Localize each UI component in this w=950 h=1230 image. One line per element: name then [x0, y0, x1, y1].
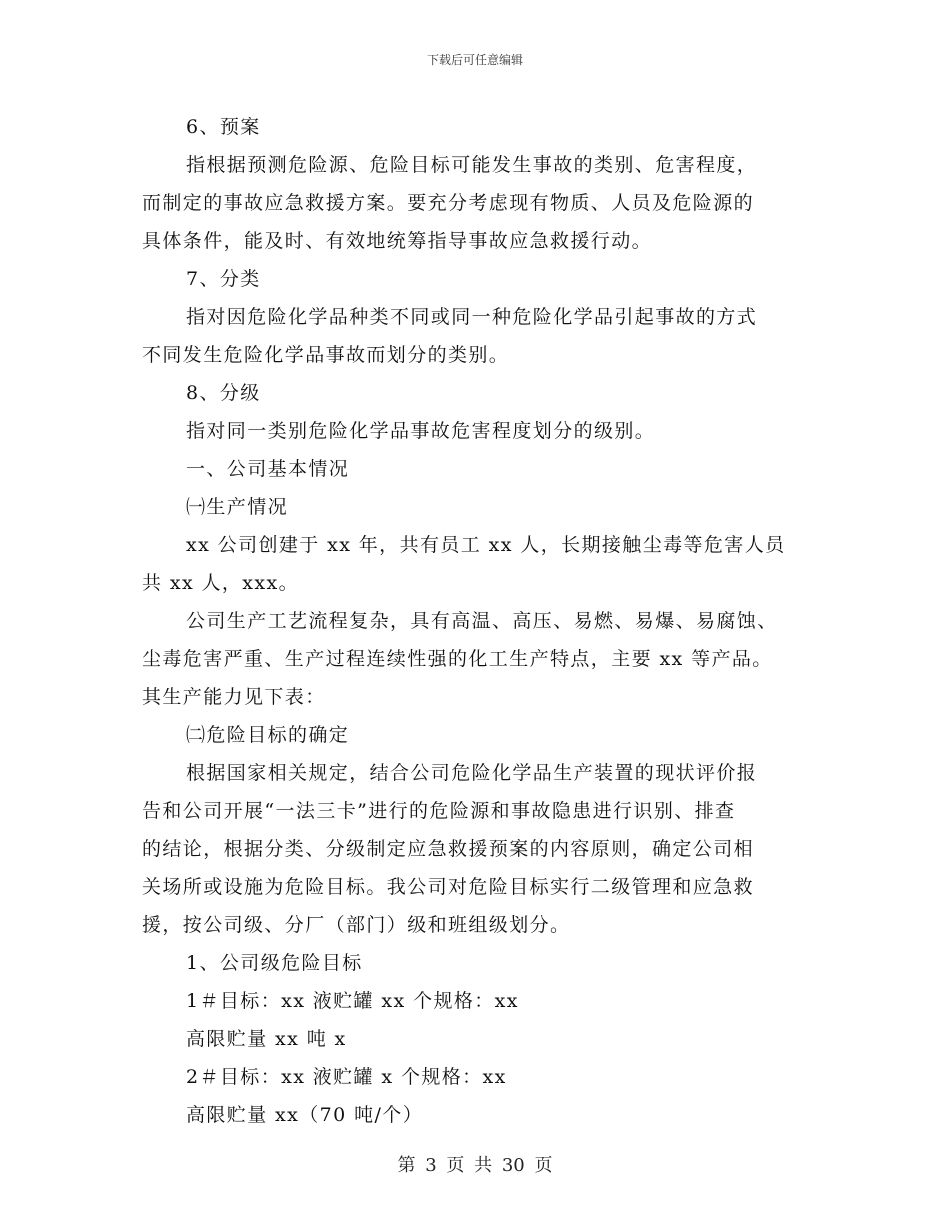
- text-line: 具体条件，能及时、有效地统筹指导事故应急救援行动。: [142, 230, 653, 252]
- text-line: 指根据预测危险源、危险目标可能发生事故的类别、危害程度，: [186, 154, 758, 176]
- text-line: 而制定的事故应急救援方案。要充分考虑现有物质、人员及危险源的: [142, 192, 755, 214]
- text-line: 公司生产工艺流程复杂，具有高温、高压、易燃、易爆、易腐蚀、: [186, 610, 778, 632]
- text-line: 不同发生危险化学品事故而划分的类别。: [142, 344, 510, 366]
- text-line: 根据国家相关规定，结合公司危险化学品生产装置的现状评价报: [186, 762, 758, 784]
- text-line: 指对因危险化学品种类不同或同一种危险化学品引起事故的方式: [186, 306, 758, 328]
- header-note: 下载后可任意编辑: [426, 53, 523, 67]
- text-line: 告和公司开展“一法三卡”进行的危险源和事故隐患进行识别、排查: [142, 800, 736, 822]
- text-line: xx 公司创建于 xx 年，共有员工 xx 人，长期接触尘毒等危害人员: [186, 534, 786, 556]
- subsection-heading: ㈡危险目标的确定: [186, 724, 350, 746]
- text-line: 7、分类: [186, 268, 261, 290]
- text-line: 6、预案: [186, 116, 261, 138]
- text-line: 2＃目标：xx 液贮罐 x 个规格：xx: [186, 1066, 507, 1088]
- text-line: 高限贮量 xx（70 吨/个）: [186, 1104, 424, 1126]
- text-line: 1＃目标：xx 液贮罐 xx 个规格：xx: [186, 990, 519, 1012]
- text-line: 其生产能力见下表：: [142, 686, 326, 708]
- text-line: 指对同一类别危险化学品事故危害程度划分的级别。: [186, 420, 656, 442]
- subsection-heading: ㈠生产情况: [186, 496, 289, 518]
- text-line: 援，按公司级、分厂（部门）级和班组级划分。: [142, 914, 571, 936]
- text-line: 的结论，根据分类、分级制定应急救援预案的内容原则，确定公司相: [142, 838, 755, 860]
- document-body: [142, 108, 810, 1134]
- text-line: 共 xx 人，xxx。: [142, 572, 300, 594]
- section-heading: 一、公司基本情况: [186, 458, 350, 480]
- text-line: 1、公司级危险目标: [186, 952, 363, 974]
- text-line: 尘毒危害严重、生产过程连续性强的化工生产特点，主要 xx 等产品。: [142, 648, 773, 670]
- text-line: 8、分级: [186, 382, 261, 404]
- text-line: 高限贮量 xx 吨 x: [186, 1028, 347, 1050]
- text-line: 关场所或设施为危险目标。我公司对危险目标实行二级管理和应急救: [142, 876, 755, 898]
- page-number: 第 3 页 共 30 页: [397, 1155, 553, 1176]
